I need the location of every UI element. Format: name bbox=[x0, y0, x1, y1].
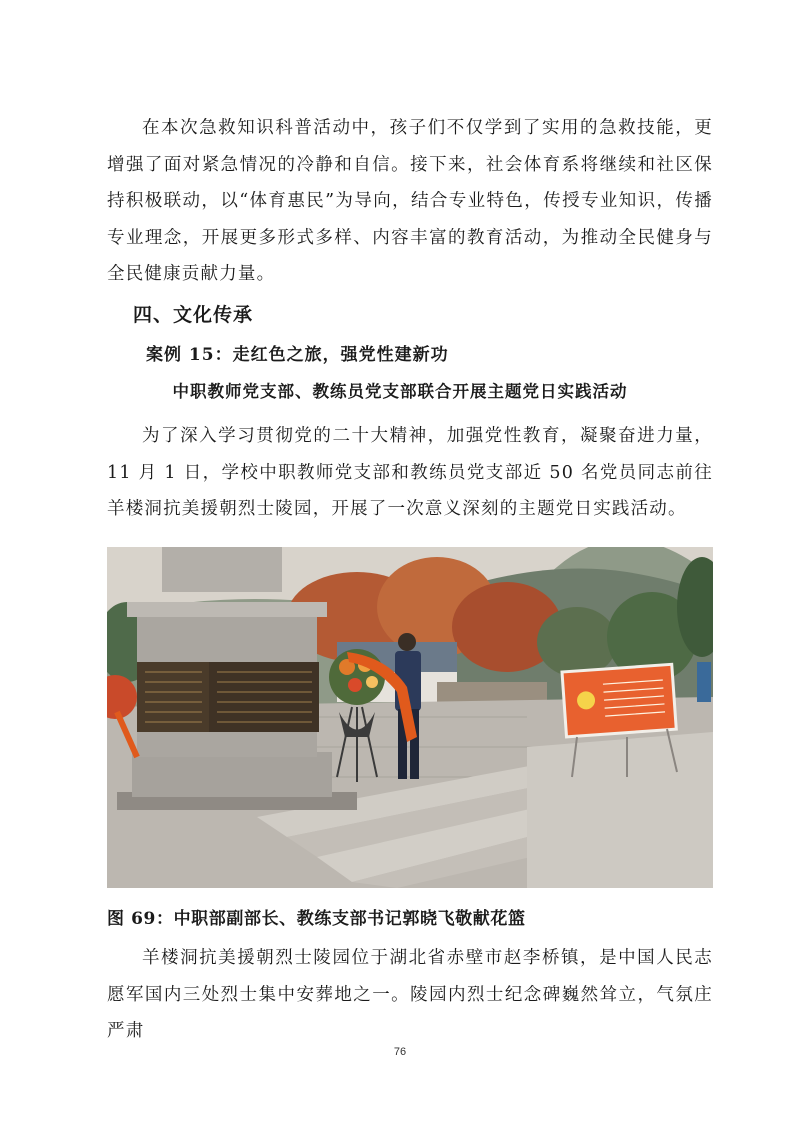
section-heading: 四、文化传承 bbox=[133, 304, 254, 326]
figure-caption: 图 69：中职部副部长、教练支部书记郭晓飞敬献花篮 bbox=[107, 909, 526, 929]
case-heading: 案例 15：走红色之旅，强党性建新功 bbox=[146, 345, 449, 365]
body-paragraph-3: 羊楼洞抗美援朝烈士陵园位于湖北省赤壁市赵李桥镇，是中国人民志愿军国内三处烈士集中安葬地之一。陵园内烈士纪念碑巍然耸立，气氛庄严肃 bbox=[107, 948, 713, 1041]
body-paragraph-1: 在本次急救知识科普活动中，孩子们不仅学到了实用的急救技能，更增强了面对紧急情况的冷静和自信。接下来，社会体育系将继续和社区保持积极联动，以“体育惠民”为导向，结合专业特色，传授专业知识，传播专业理念，开展更多形式多样、内容丰富的教育活动，为推动全民健身与全民健康贡献力量。 bbox=[107, 118, 713, 284]
page-number: 76 bbox=[393, 1046, 407, 1058]
body-paragraph-2: 为了深入学习贯彻党的二十大精神，加强党性教育，凝聚奋进力量，11 月 1 日，学校中职教师党支部和教练员党支部近 50 名党员同志前往羊楼洞抗美援朝烈士陵园，开展了一次意义深刻的主题党日实践活动。 bbox=[107, 426, 713, 519]
article-title: 中职教师党支部、教练员党支部联合开展主题党日实践活动 bbox=[172, 382, 628, 401]
memorial-photo bbox=[107, 547, 713, 888]
